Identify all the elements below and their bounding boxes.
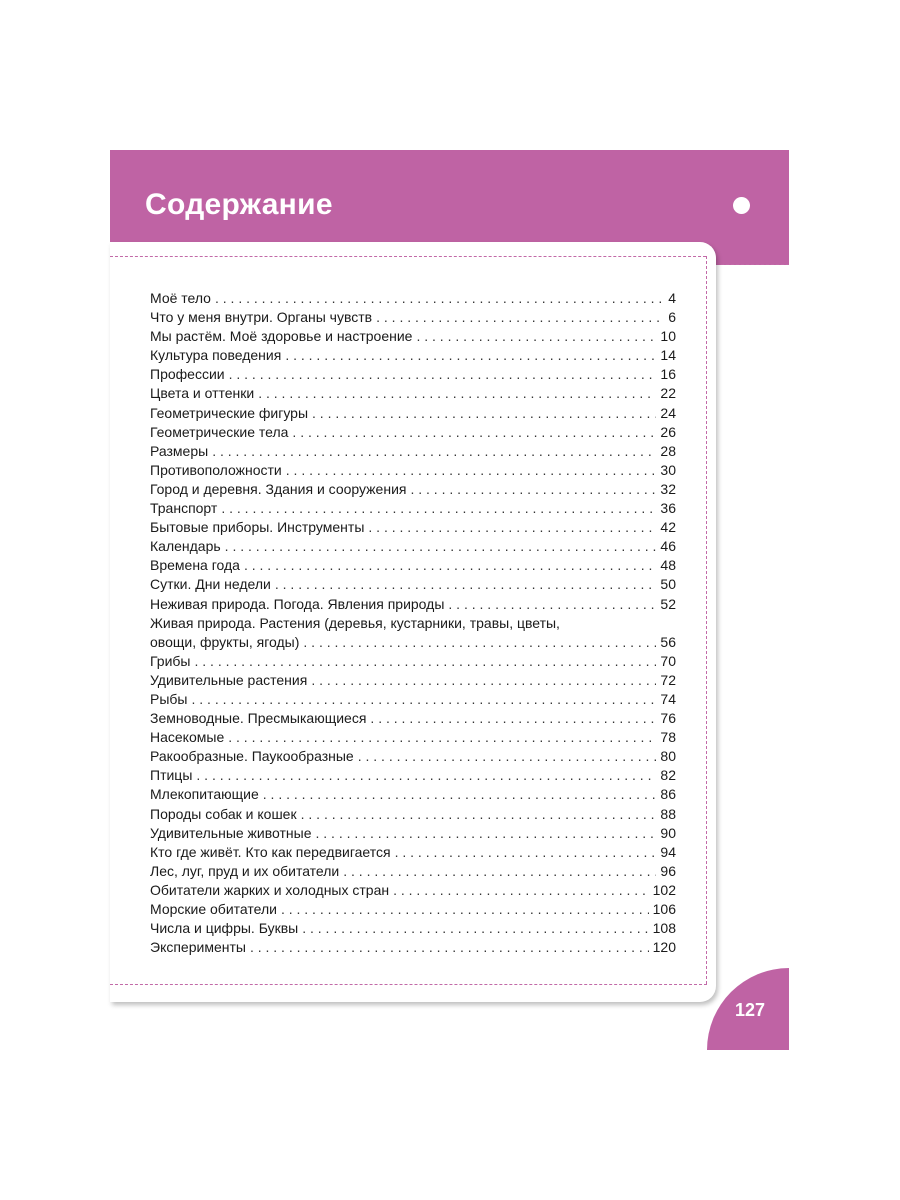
toc-entry-page: 102 xyxy=(652,881,676,898)
toc-entry-title: Сутки. Дни недели xyxy=(150,576,271,593)
toc-entry-title: Живая природа. Растения (деревья, кустарники, травы, цветы, xyxy=(150,614,560,631)
toc-entry-page: 24 xyxy=(660,404,676,421)
toc-entry-title: Обитатели жарких и холодных стран xyxy=(150,881,390,898)
dot-leader xyxy=(229,365,657,384)
toc-entry-page: 120 xyxy=(652,939,676,956)
toc-entry-title: Цвета и оттенки xyxy=(150,385,255,402)
dot-leader xyxy=(250,938,649,957)
toc-entry-page: 90 xyxy=(660,824,676,841)
dot-leader xyxy=(376,308,664,327)
dot-leader xyxy=(194,652,656,671)
toc-entry xyxy=(150,881,676,900)
toc-entry-page: 6 xyxy=(668,309,676,326)
toc-entry-title: Птицы xyxy=(150,767,193,784)
toc-entry-page: 80 xyxy=(660,748,676,765)
toc-entry xyxy=(150,442,676,461)
toc-entry-title: Лес, луг, пруд и их обитатели xyxy=(150,862,340,879)
toc-entry-page: 106 xyxy=(652,901,676,917)
toc-entry-title: Ракообразные. Паукообразные xyxy=(150,748,354,765)
toc-entry-title: Удивительные животные xyxy=(150,824,312,841)
toc-entry xyxy=(150,900,676,919)
dot-leader xyxy=(263,785,657,804)
dot-leader xyxy=(275,575,657,594)
toc-entry xyxy=(150,327,676,346)
dot-leader xyxy=(316,824,657,843)
toc-entry xyxy=(150,423,676,442)
toc-entry-title: Противоположности xyxy=(150,461,282,478)
toc-entry-title: Неживая природа. Погода. Явления природы xyxy=(150,595,445,612)
toc-entry xyxy=(150,728,676,747)
toc-entry xyxy=(150,671,676,690)
toc-entry-page: 56 xyxy=(660,633,676,650)
toc-entry xyxy=(150,805,676,824)
toc-entry-page: 72 xyxy=(660,671,676,688)
dot-leader xyxy=(281,900,649,919)
toc-entry xyxy=(150,289,676,308)
toc-entry-title: Геометрические фигуры xyxy=(150,404,309,421)
toc-entry-page: 16 xyxy=(660,366,676,383)
dot-leader xyxy=(286,461,657,480)
page-number-badge xyxy=(707,968,789,1050)
toc-entry xyxy=(150,556,676,575)
dot-leader xyxy=(312,404,656,423)
toc-entry-title: Земноводные. Пресмыкающиеся xyxy=(150,710,367,727)
toc-entry-page: 108 xyxy=(652,920,676,937)
toc-entry-page: 48 xyxy=(660,557,676,574)
toc-entry xyxy=(150,652,676,671)
toc-entry-title: Город и деревня. Здания и сооружения xyxy=(150,480,407,497)
page-number: 127 xyxy=(735,1000,766,1020)
toc-entry-title: Морские обитатели xyxy=(150,901,277,917)
toc-entry-page: 42 xyxy=(660,519,676,536)
toc-entry xyxy=(150,365,676,384)
dot-leader xyxy=(370,709,656,728)
toc-entry-title: Эксперименты xyxy=(150,939,246,956)
toc-entry-page: 96 xyxy=(660,862,676,879)
toc-entry-title: Бытовые приборы. Инструменты xyxy=(150,519,365,536)
dot-leader xyxy=(416,327,656,346)
toc-entry-title: Времена года xyxy=(150,557,240,574)
dot-leader xyxy=(191,690,656,709)
toc-entry-page: 36 xyxy=(660,500,676,517)
toc-entry-page: 14 xyxy=(660,347,676,364)
toc-entry-title: Моё тело xyxy=(150,290,211,306)
toc-entry-page: 86 xyxy=(660,786,676,803)
dot-leader xyxy=(395,843,657,862)
toc-entry-page: 22 xyxy=(660,385,676,402)
toc-entry-page: 30 xyxy=(660,461,676,478)
card-border-bottom xyxy=(110,984,707,986)
toc-entry xyxy=(150,690,676,709)
dot-leader xyxy=(410,480,656,499)
dot-leader xyxy=(285,346,656,365)
dot-leader xyxy=(292,423,656,442)
dot-leader xyxy=(368,518,656,537)
toc-entry-page: 78 xyxy=(660,729,676,746)
dot-leader xyxy=(196,766,656,785)
toc-entry-page: 70 xyxy=(660,652,676,669)
toc-entry-title: Календарь xyxy=(150,538,221,555)
dot-leader xyxy=(302,919,648,938)
toc-entry-title: Грибы xyxy=(150,652,191,669)
toc-entry xyxy=(150,614,676,652)
dot-leader xyxy=(258,384,656,403)
dot-leader xyxy=(311,671,656,690)
toc-entry xyxy=(150,346,676,365)
dot-leader xyxy=(244,556,656,575)
toc-entry xyxy=(150,843,676,862)
toc-entry xyxy=(150,461,676,480)
card-border-right xyxy=(706,256,708,984)
dot-leader xyxy=(221,499,656,518)
toc-entry-page: 10 xyxy=(660,328,676,345)
toc-entry-page: 50 xyxy=(660,576,676,593)
toc-entry xyxy=(150,384,676,403)
toc-entry-page: 74 xyxy=(660,690,676,707)
toc-entry xyxy=(150,766,676,785)
toc-entry-title: Размеры xyxy=(150,442,209,459)
dot-leader xyxy=(225,537,657,556)
toc-entry xyxy=(150,595,676,614)
toc-entry-page: 4 xyxy=(668,290,676,306)
dot-leader xyxy=(215,289,664,308)
toc-entry xyxy=(150,308,676,327)
toc-entry xyxy=(150,480,676,499)
header-dot-icon xyxy=(733,197,750,214)
card-border-top xyxy=(110,256,706,258)
toc-entry xyxy=(150,824,676,843)
toc-entry-title: Геометрические тела xyxy=(150,423,289,440)
toc-entry-title: Удивительные растения xyxy=(150,671,308,688)
toc-entry-title: Млекопитающие xyxy=(150,786,259,803)
dot-leader xyxy=(343,862,656,881)
toc-entry-title: Кто где живёт. Кто как передвигается xyxy=(150,843,391,860)
dot-leader xyxy=(303,633,656,652)
dot-leader xyxy=(228,728,656,747)
toc-entry xyxy=(150,862,676,881)
toc-entry xyxy=(150,575,676,594)
toc-entry-title: Что у меня внутри. Органы чувств xyxy=(150,309,373,326)
toc-entry xyxy=(150,785,676,804)
dot-leader xyxy=(358,747,657,766)
toc-entry-page: 46 xyxy=(660,538,676,555)
toc-entry xyxy=(150,919,676,938)
toc-entry-title: Насекомые xyxy=(150,729,225,746)
toc-entry xyxy=(150,938,676,957)
toc-entry xyxy=(150,404,676,423)
edge-divider xyxy=(721,264,789,266)
dot-leader xyxy=(448,595,656,614)
toc-entry-title: Культура поведения xyxy=(150,347,282,364)
toc-entry-page: 32 xyxy=(660,480,676,497)
toc-entry-page: 94 xyxy=(660,843,676,860)
toc-entry-title: Рыбы xyxy=(150,690,188,707)
dot-leader xyxy=(301,805,657,824)
dot-leader xyxy=(393,881,649,900)
toc-entry-title: Породы собак и кошек xyxy=(150,805,297,822)
page-title: Содержание xyxy=(145,188,333,221)
toc-entry xyxy=(150,518,676,537)
toc-entry xyxy=(150,747,676,766)
table-of-contents xyxy=(150,289,676,957)
toc-entry-page: 28 xyxy=(660,442,676,459)
toc-entry xyxy=(150,709,676,728)
toc-entry-title: Числа и цифры. Буквы xyxy=(150,920,299,937)
toc-entry xyxy=(150,537,676,556)
toc-entry xyxy=(150,499,676,518)
toc-entry-page: 52 xyxy=(660,595,676,612)
toc-entry-title-continued: овощи, фрукты, ягоды) xyxy=(150,633,300,650)
toc-entry-page: 26 xyxy=(660,423,676,440)
toc-entry-title: Мы растём. Моё здоровье и настроение xyxy=(150,328,413,345)
book-page xyxy=(110,150,789,1050)
toc-entry-title: Профессии xyxy=(150,366,225,383)
toc-entry-page: 76 xyxy=(660,710,676,727)
toc-entry-title: Транспорт xyxy=(150,500,218,517)
toc-entry-page: 88 xyxy=(660,805,676,822)
toc-entry-page: 82 xyxy=(660,767,676,784)
dot-leader xyxy=(212,442,656,461)
